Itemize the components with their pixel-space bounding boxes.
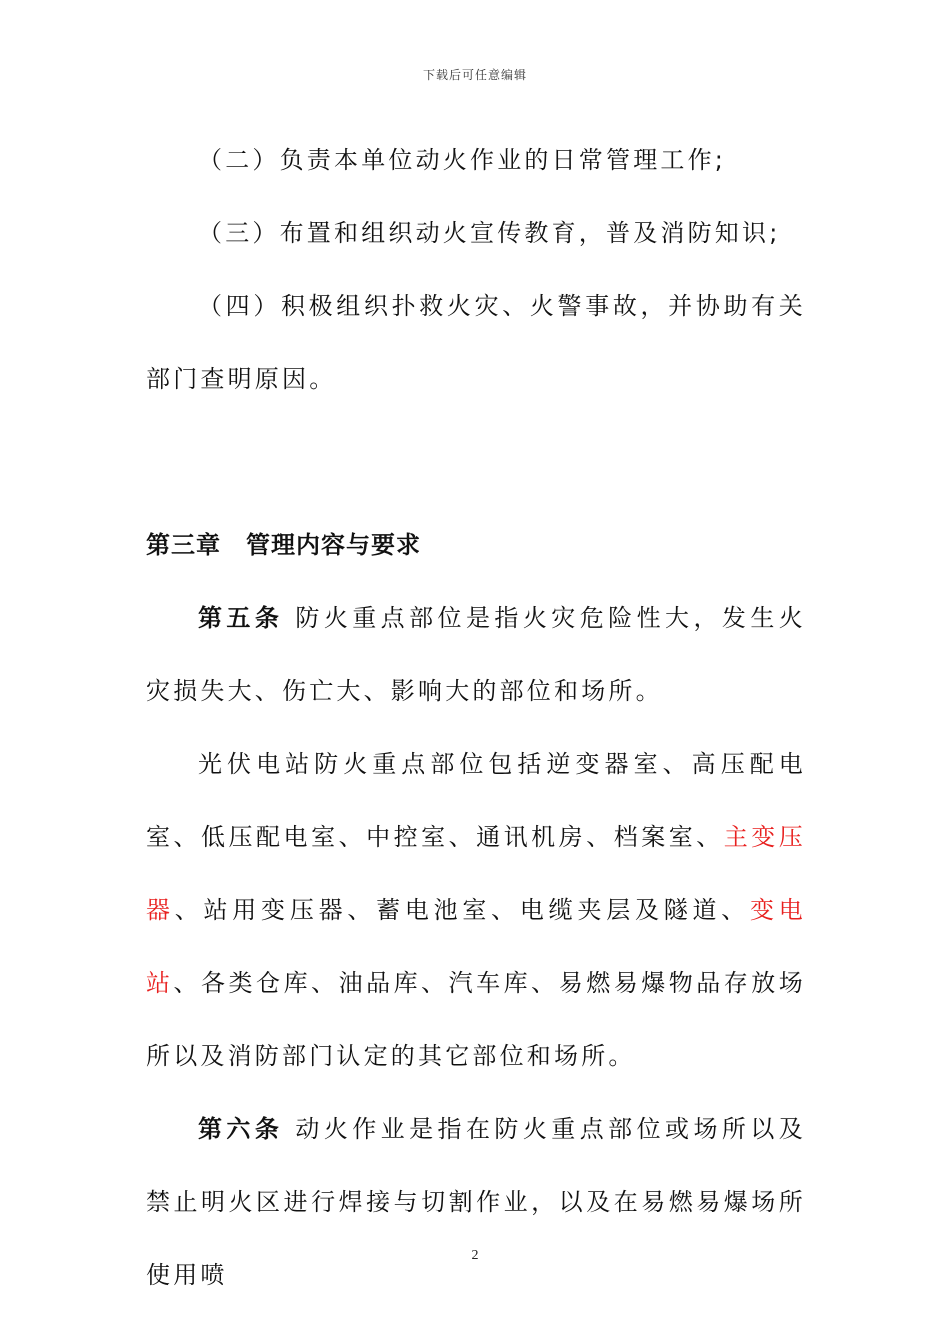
document-body	[146, 124, 806, 1312]
highlight-main-transformer: 主变压器	[146, 823, 806, 924]
highlight-substation: 变电站	[146, 896, 806, 997]
article-6-label: 第六条	[198, 1115, 284, 1143]
article-6-text: 动火作业是指在防火重点部位或场所以及禁止明火区进行焊接与切割作业，以及在易燃易爆场所使用喷	[146, 1115, 806, 1289]
article-6	[146, 1093, 806, 1312]
chapter-title: 第三章 管理内容与要求	[146, 531, 421, 559]
list-item-2: （二）负责本单位动火作业的日常管理工作;	[198, 146, 727, 174]
pv-text-part1: 光伏电站防火重点部位包括逆变器室、高压配电室、低压配电室、中控室、通讯机房、档案室、	[146, 750, 806, 851]
list-item-3: （三）布置和组织动火宣传教育，普及消防知识;	[198, 219, 781, 247]
article-5	[146, 582, 806, 728]
article-5-text: 防火重点部位是指火灾危险性大，发生火灾损失大、伤亡大、影响大的部位和场所。	[146, 604, 806, 705]
pv-text-part3: 、各类仓库、油品库、汽车库、易燃易爆物品存放场所以及消防部门认定的其它部位和场所。	[146, 969, 806, 1070]
page-header: 下载后可任意编辑	[422, 68, 527, 82]
list-item-4: （四）积极组织扑救火灾、火警事故，并协助有关部门查明原因。	[146, 292, 806, 393]
article-5-label: 第五条	[198, 604, 284, 632]
pv-key-areas-paragraph	[146, 728, 806, 1093]
page-number: 2	[471, 1248, 479, 1263]
pv-text-part2: 、站用变压器、蓄电池室、电缆夹层及隧道、	[174, 896, 751, 924]
